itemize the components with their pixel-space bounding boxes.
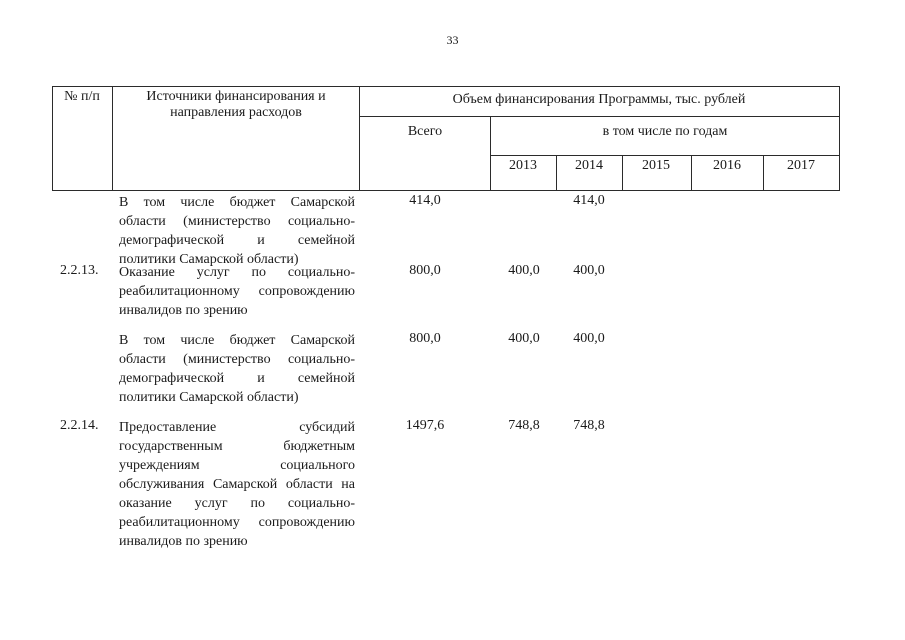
col-divider-num	[112, 86, 113, 191]
row-2013: 400,0	[508, 331, 540, 346]
col-divider-total	[490, 116, 491, 191]
row-description: В том числе бюджет Самарской области (министерство социально-демографической и семейной политики Самарской области)	[119, 333, 355, 405]
row-total: 414,0	[409, 193, 441, 208]
row-number: 2.2.14.	[60, 418, 99, 433]
header-volume: Объем финансирования Программы, тыс. рублей	[452, 92, 746, 107]
row-2013: 400,0	[508, 263, 540, 278]
header-divider-years	[490, 155, 839, 156]
row-total: 800,0	[409, 331, 441, 346]
col-divider-2014	[622, 155, 623, 191]
row-description: В том числе бюджет Самарской области (министерство социально-демографической и семейной политики Самарской области)	[119, 195, 355, 267]
header-year-2015: 2015	[642, 158, 670, 173]
header-divider-volume	[359, 116, 839, 117]
header-year-2017: 2017	[787, 158, 815, 173]
row-2014: 400,0	[573, 331, 605, 346]
header-total: Всего	[407, 124, 443, 139]
row-number: 2.2.13.	[60, 263, 99, 278]
col-divider-2016	[763, 155, 764, 191]
col-divider-source	[359, 86, 360, 191]
table-border-top	[52, 86, 839, 87]
header-year-2014: 2014	[575, 158, 603, 173]
header-year-2016: 2016	[713, 158, 741, 173]
row-2013: 748,8	[508, 418, 540, 433]
page-number: 33	[446, 33, 459, 47]
header-year-2013: 2013	[509, 158, 537, 173]
table-border-bottom	[52, 190, 839, 191]
row-2014: 414,0	[573, 193, 605, 208]
row-total: 800,0	[409, 263, 441, 278]
header-num: № п/п	[64, 89, 100, 104]
row-2014: 748,8	[573, 418, 605, 433]
row-description: Предоставление субсидий государственным бюджетным учреждениям социального обслуживания Самарской области на оказание услуг по социально-реабилитационному сопровождению инвалидов по зрению	[119, 420, 355, 549]
table-border-right	[839, 86, 840, 191]
table-border-left	[52, 86, 53, 191]
header-source: Источники финансирования и направления расходов	[146, 89, 326, 120]
header-by-years: в том числе по годам	[602, 124, 728, 139]
col-divider-2013	[556, 155, 557, 191]
row-2014: 400,0	[573, 263, 605, 278]
row-description: Оказание услуг по социально-реабилитационному сопровождению инвалидов по зрению	[119, 265, 355, 318]
row-total: 1497,6	[405, 418, 445, 433]
col-divider-2015	[691, 155, 692, 191]
